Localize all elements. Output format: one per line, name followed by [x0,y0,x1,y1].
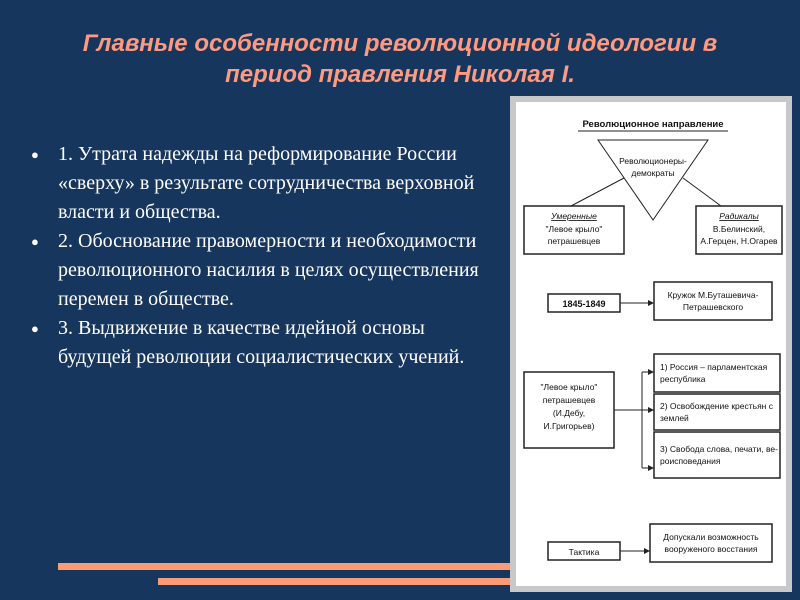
program-2-line-2: землей [660,413,689,423]
left-wing-line-1: "Левое крыло" [540,382,598,392]
program-1-line-2: республика [660,374,706,384]
title-line-2: период правления Николая I. [225,61,575,88]
triangle-line-1: Революционеры- [619,156,687,166]
diagram-card [516,102,786,586]
moderate-line-1: "Левое крыло" [545,224,603,234]
radical-label: Радикалы [719,211,759,221]
title-line-1: Главные особенности революционной идеологии в [82,30,718,57]
program-3-line-1: 3) Свобода слова, печати, ве- [660,444,778,454]
accent-bar-bottom [158,578,510,585]
bullet-item: ● 1. Утрата надежды на реформирование России «сверху» в результате сотрудничества верховной власти и общества. [28,140,488,227]
circle-line-2: Петрашевского [682,302,744,312]
years-label: 1845-1849 [562,299,606,309]
slide-title [40,28,760,90]
diagram-panel [510,96,792,592]
bullet-dot-icon: ● [31,234,39,249]
tactics-result-line-2: вооруженого восстания [664,544,758,554]
bullet-dot-icon: ● [31,321,39,336]
circle-line-1: Кружок М.Буташевича- [667,290,759,300]
bullet-item: ● 3. Выдвижение в качестве идейной основы будущей революции социалистических учений. [28,314,488,372]
triangle-line-2: демократы [631,168,675,178]
left-wing-line-2: петрашевцев [542,395,596,405]
bullet-list [28,140,488,372]
program-1-line-1: 1) Россия – парламентская [660,362,768,372]
radical-line-1: В.Белинский, [712,224,766,234]
program-2-line-1: 2) Освобождение крестьян с [660,401,773,411]
moderate-line-2: петрашевцев [547,236,601,246]
tactics-result-line-1: Допускали возможность [663,532,759,542]
bullet-item: ● 2. Обоснование правомерности и необходимости революционного насилия в целях осуществления перемен в обществе. [28,227,488,314]
diagram-heading: Революционное направление [582,119,724,130]
bullet-dot-icon: ● [31,147,39,162]
left-wing-line-4: И.Григорьев) [543,421,595,431]
program-3-line-2: роисповедания [660,456,721,466]
left-wing-line-3: (И.Дебу, [552,408,586,418]
revolution-diagram [516,102,786,586]
tactics-label: Тактика [568,547,600,557]
moderate-label: Умеренные [551,211,597,221]
radical-line-2: А.Герцен, Н.Огарев [700,236,778,246]
accent-bar-top [58,563,510,570]
